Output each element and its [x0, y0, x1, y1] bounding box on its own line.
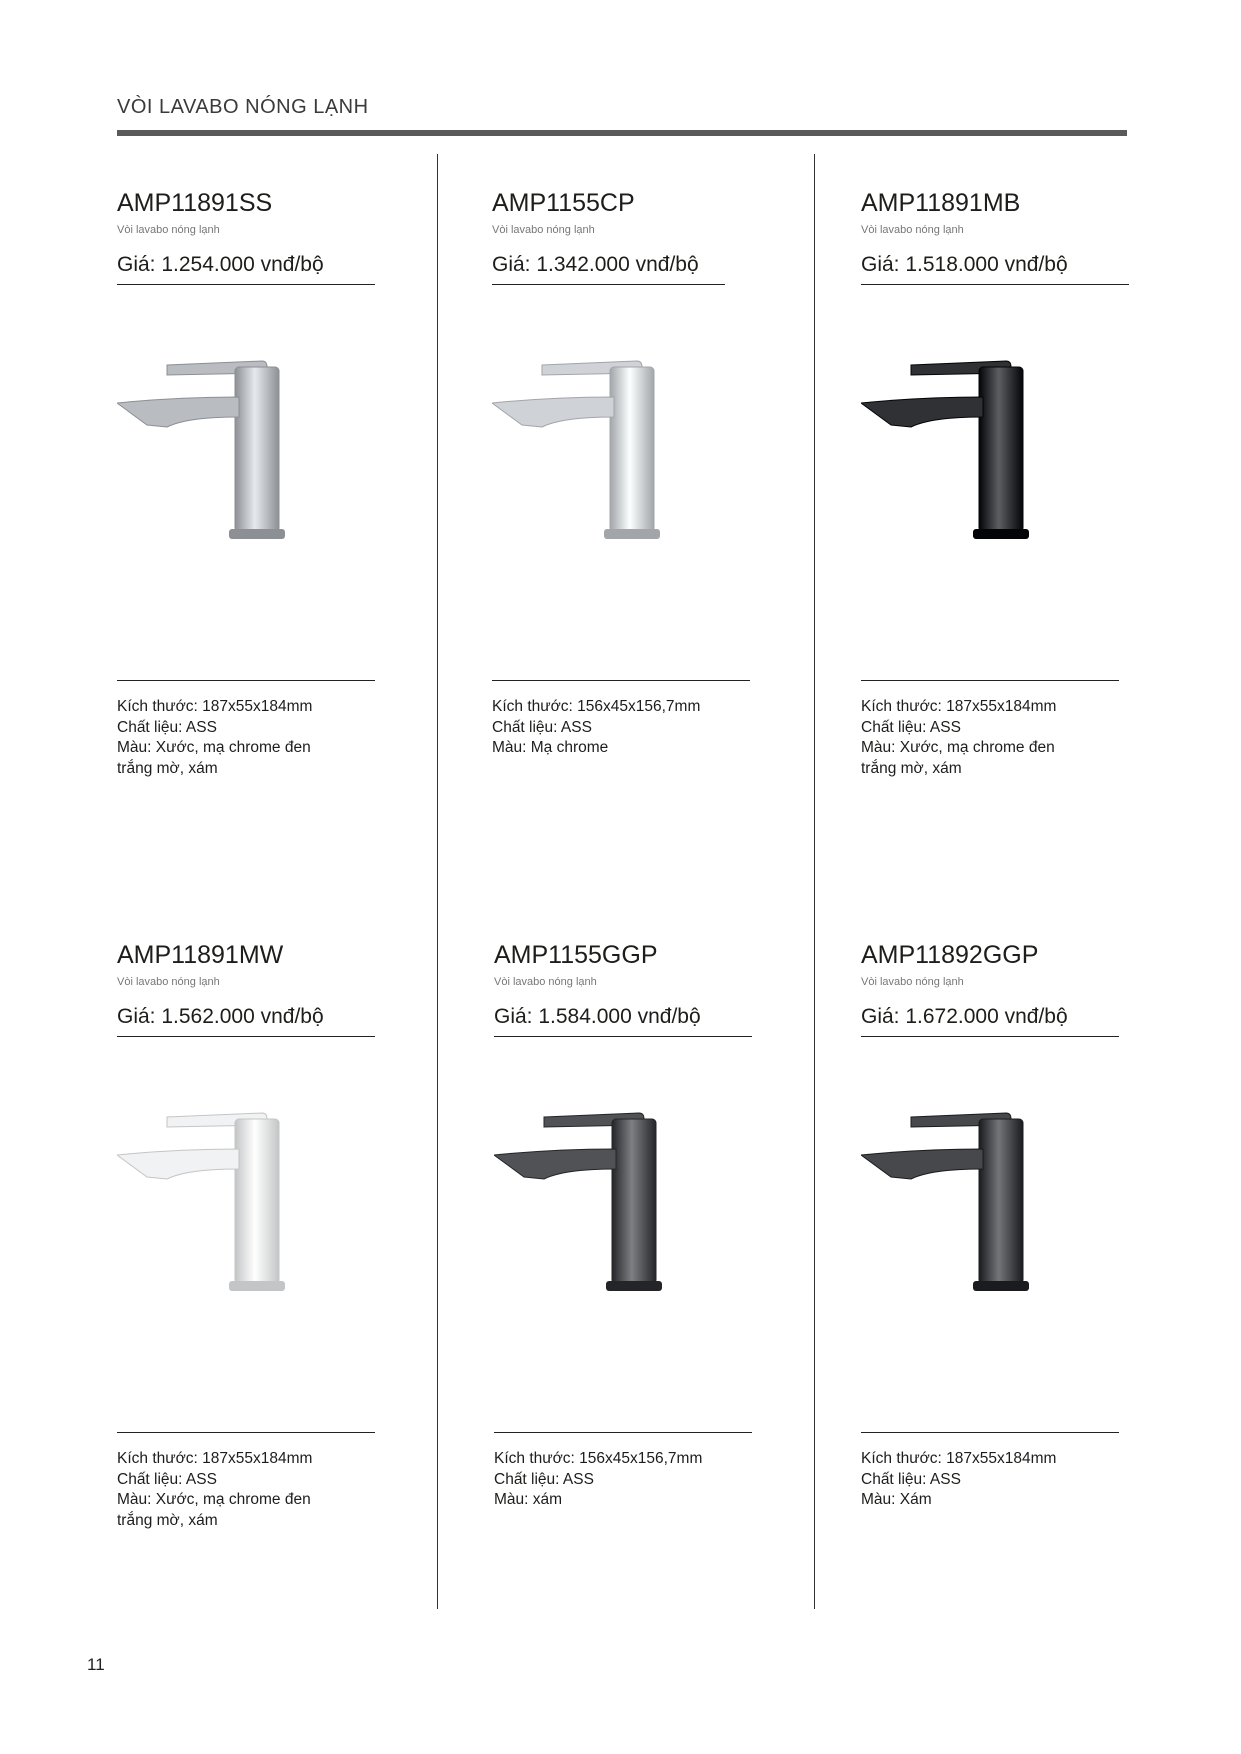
spec-color: Màu: Mạ chrome: [492, 739, 609, 756]
spec-dimensions: Kích thước: 187x55x184mm: [117, 698, 313, 715]
product-code: AMP1155GGP: [494, 941, 658, 969]
matte-black-faucet-icon: [861, 285, 1161, 680]
spec-color: Màu: Xám: [861, 1491, 932, 1508]
product-code: AMP1155CP: [492, 189, 635, 217]
spec-material: Chất liệu: ASS: [492, 718, 592, 736]
product-card: [494, 940, 794, 1511]
column-divider: [437, 154, 438, 1609]
page-number: 11: [87, 1655, 105, 1674]
spec-material: Chất liệu: ASS: [861, 1470, 961, 1488]
product-specs: [117, 697, 417, 779]
spec-material: Chất liệu: ASS: [861, 718, 961, 736]
spec-color-continued: trắng mờ, xám: [117, 759, 218, 777]
spec-color-continued: trắng mờ, xám: [861, 759, 962, 777]
product-image: [117, 285, 417, 680]
spec-dimensions: Kích thước: 187x55x184mm: [861, 698, 1057, 715]
product-card: [117, 940, 417, 1531]
spec-material: Chất liệu: ASS: [117, 1470, 217, 1488]
specs-rule: [861, 680, 1119, 681]
spec-color: Màu: Xước, mạ chrome đen: [117, 739, 311, 756]
product-card: [861, 188, 1161, 779]
product-subtitle: Vòi lavabo nóng lạnh: [492, 224, 595, 236]
specs-rule: [861, 1432, 1119, 1433]
product-specs: [861, 697, 1161, 779]
product-subtitle: Vòi lavabo nóng lạnh: [861, 976, 964, 988]
gunmetal-faucet-icon: [494, 1037, 794, 1432]
header-rule: [117, 130, 1127, 136]
product-subtitle: Vòi lavabo nóng lạnh: [117, 976, 220, 988]
product-code: AMP11892GGP: [861, 941, 1039, 969]
spec-material: Chất liệu: ASS: [494, 1470, 594, 1488]
product-code: AMP11891SS: [117, 189, 273, 217]
product-card: [492, 188, 792, 759]
matte-white-faucet-icon: [117, 1037, 417, 1432]
product-card: [861, 940, 1161, 1511]
spec-color: Màu: xám: [494, 1491, 563, 1508]
column-divider: [814, 154, 815, 1609]
product-subtitle: Vòi lavabo nóng lạnh: [861, 224, 964, 236]
product-price: Giá: 1.518.000 vnđ/bộ: [861, 253, 1068, 276]
spec-color: Màu: Xước, mạ chrome đen: [861, 739, 1055, 756]
product-image: [492, 285, 792, 680]
product-specs: [117, 1449, 417, 1531]
product-image: [494, 1037, 794, 1432]
product-price: Giá: 1.672.000 vnđ/bộ: [861, 1005, 1068, 1028]
product-specs: [861, 1449, 1161, 1511]
product-subtitle: Vòi lavabo nóng lạnh: [117, 224, 220, 236]
spec-material: Chất liệu: ASS: [117, 718, 217, 736]
section-title: VÒI LAVABO NÓNG LẠNH: [117, 96, 369, 118]
chrome-faucet-icon: [492, 285, 792, 680]
specs-rule: [494, 1432, 752, 1433]
specs-rule: [117, 1432, 375, 1433]
product-code: AMP11891MW: [117, 941, 284, 969]
spec-dimensions: Kích thước: 156x45x156,7mm: [494, 1450, 703, 1467]
spec-color: Màu: Xước, mạ chrome đen: [117, 1491, 311, 1508]
spec-dimensions: Kích thước: 156x45x156,7mm: [492, 698, 701, 715]
specs-rule: [492, 680, 750, 681]
product-price: Giá: 1.342.000 vnđ/bộ: [492, 253, 699, 276]
graphite-faucet-icon: [861, 1037, 1161, 1432]
product-price: Giá: 1.254.000 vnđ/bộ: [117, 253, 324, 276]
spec-color-continued: trắng mờ, xám: [117, 1511, 218, 1529]
product-subtitle: Vòi lavabo nóng lạnh: [494, 976, 597, 988]
product-price: Giá: 1.584.000 vnđ/bộ: [494, 1005, 701, 1028]
product-specs: [492, 697, 792, 759]
product-image: [861, 1037, 1161, 1432]
brushed-steel-faucet-icon: [117, 285, 417, 680]
product-image: [861, 285, 1161, 680]
spec-dimensions: Kích thước: 187x55x184mm: [861, 1450, 1057, 1467]
product-card: [117, 188, 417, 779]
product-price: Giá: 1.562.000 vnđ/bộ: [117, 1005, 324, 1028]
specs-rule: [117, 680, 375, 681]
product-code: AMP11891MB: [861, 189, 1021, 217]
product-image: [117, 1037, 417, 1432]
product-specs: [494, 1449, 794, 1511]
spec-dimensions: Kích thước: 187x55x184mm: [117, 1450, 313, 1467]
